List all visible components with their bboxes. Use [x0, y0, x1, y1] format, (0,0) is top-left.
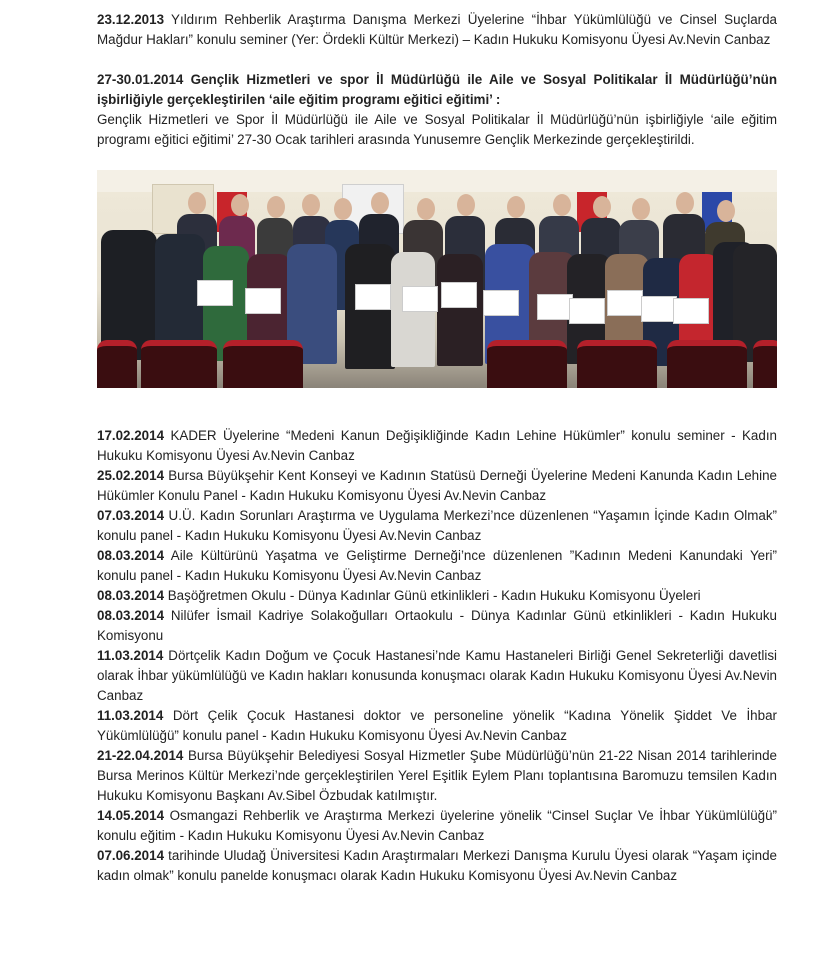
list-item	[97, 646, 777, 706]
entry-date: 08.03.2014	[97, 588, 165, 603]
list-item	[97, 606, 777, 646]
entry-text: Nilüfer İsmail Kadriye Solakoğulları Ortaokulu - Dünya Kadınlar Günü etkinlikleri - Kadın Hukuku Komisyonu	[97, 608, 777, 643]
entry-date: 07.03.2014	[97, 508, 165, 523]
document-page	[97, 10, 777, 886]
list-item	[97, 806, 777, 846]
list-item	[97, 846, 777, 886]
entry-text: U.Ü. Kadın Sorunları Araştırma ve Uygulama Merkezi’nce düzenlenen “Yaşamın İçinde Kadın Olmak” konulu panel - Kadın Hukuku Komisyonu Üyesi Av.Nevin Canbaz	[97, 508, 777, 543]
list-item	[97, 586, 777, 606]
list-item	[97, 746, 777, 806]
entry-text: Dörtçelik Kadın Doğum ve Çocuk Hastanesi’nde Kamu Hastaneleri Birliği Genel Sekreterliği davetlisi olarak İhbar yükümlülüğü ve Kadın hakları konusunda konuşmacı olarak Kadın Hukuku Komisyonu Üyesi Av.Nevin Canbaz	[97, 648, 777, 703]
list-item	[97, 506, 777, 546]
entry-heading-text: Gençlik Hizmetleri ve spor İl Müdürlüğü ile Aile ve Sosyal Politikalar İl Müdürlüğü’nün işbirliğiyle gerçekleştirilen ‘aile eğitim programı eğitici eğitimi’ :	[97, 72, 777, 107]
event-list	[97, 426, 777, 886]
entry-date: 08.03.2014	[97, 608, 165, 623]
entry-date: 21-22.04.2014	[97, 748, 184, 763]
entry-date: 27-30.01.2014	[97, 72, 184, 87]
entry-text: Bursa Büyükşehir Kent Konseyi ve Kadının Statüsü Derneği Üyelerine Medeni Kanunda Kadın Lehine Hükümler Konulu Panel - Kadın Hukuku Komisyonu Üyesi Av.Nevin Canbaz	[97, 468, 777, 503]
entry-date: 25.02.2014	[97, 468, 165, 483]
entry-text: Gençlik Hizmetleri ve Spor İl Müdürlüğü ile Aile ve Sosyal Politikalar İl Müdürlüğü’nün işbirliğiyle ‘aile eğitim programı eğitici eğitimi’ 27-30 Ocak tarihleri arasında Yunusemre Gençlik Merkezinde gerçekleştirildi.	[97, 112, 777, 147]
entry-date: 23.12.2013	[97, 12, 165, 27]
entry-date: 11.03.2014	[97, 708, 164, 723]
entry-date: 11.03.2014	[97, 648, 164, 663]
entry-text: Başöğretmen Okulu - Dünya Kadınlar Günü etkinlikleri - Kadın Hukuku Komisyonu Üyeleri	[164, 588, 701, 603]
entry-text: Bursa Büyükşehir Belediyesi Sosyal Hizmetler Şube Müdürlüğü’nün 21-22 Nisan 2014 tarihlerinde Bursa Merinos Kültür Merkezi’nde gerçekleştirilen Yerel Eşitlik Eylem Planı toplantısına Baromuzu temsilen Kadın Hukuku Komisyonu Başkanı Av.Sibel Özbudak katılmıştır.	[97, 748, 777, 803]
entry-text: Yıldırım Rehberlik Araştırma Danışma Merkezi Üyelerine “İhbar Yükümlülüğü ve Cinsel Suçlarda Mağdur Hakları” konulu seminer (Yer: Ördekli Kültür Merkezi) – Kadın Hukuku Komisyonu Üyesi Av.Nevin Canbaz	[97, 12, 777, 47]
entry-text: KADER Üyelerine “Medeni Kanun Değişikliğinde Kadın Lehine Hükümler” konulu seminer - Kadın Hukuku Komisyonu Üyesi Av.Nevin Canbaz	[97, 428, 777, 463]
entry-date: 08.03.2014	[97, 548, 165, 563]
list-item	[97, 706, 777, 746]
list-item	[97, 426, 777, 466]
entry-text: tarihinde Uludağ Üniversitesi Kadın Araştırmaları Merkezi Danışma Kurulu Üyesi olarak “Yaşam içinde kadın olmak” konulu panelde konuşmacı olarak Kadın Hukuku Komisyonu Üyesi Av.Nevin Canbaz	[97, 848, 777, 883]
entry-date: 07.06.2014	[97, 848, 165, 863]
entry-text: Aile Kültürünü Yaşatma ve Geliştirme Derneği’nce düzenlenen ”Kadının Medeni Kanundaki Yeri” konulu panel - Kadın Hukuku Komisyonu Üyesi Av.Nevin Canbaz	[97, 548, 777, 583]
list-item	[97, 466, 777, 506]
entry-text: Dört Çelik Çocuk Hastanesi doktor ve personeline yönelik “Kadına Yönelik Şiddet Ve İhbar Yükümlülüğü” konulu panel - Kadın Hukuku Komisyonu Üyesi Av.Nevin Canbaz	[97, 708, 777, 743]
entry-text: Osmangazi Rehberlik ve Araştırma Merkezi üyelerine yönelik “Cinsel Suçlar Ve İhbar Yükümlülüğü” konulu eğitim - Kadın Hukuku Komisyonu Üyesi Av.Nevin Canbaz	[97, 808, 777, 843]
entry-date: 14.05.2014	[97, 808, 165, 823]
entry-paragraph	[97, 10, 777, 50]
list-item	[97, 546, 777, 586]
entry-paragraph	[97, 110, 777, 150]
group-photo	[97, 170, 777, 388]
entry-heading	[97, 70, 777, 110]
entry-date: 17.02.2014	[97, 428, 165, 443]
